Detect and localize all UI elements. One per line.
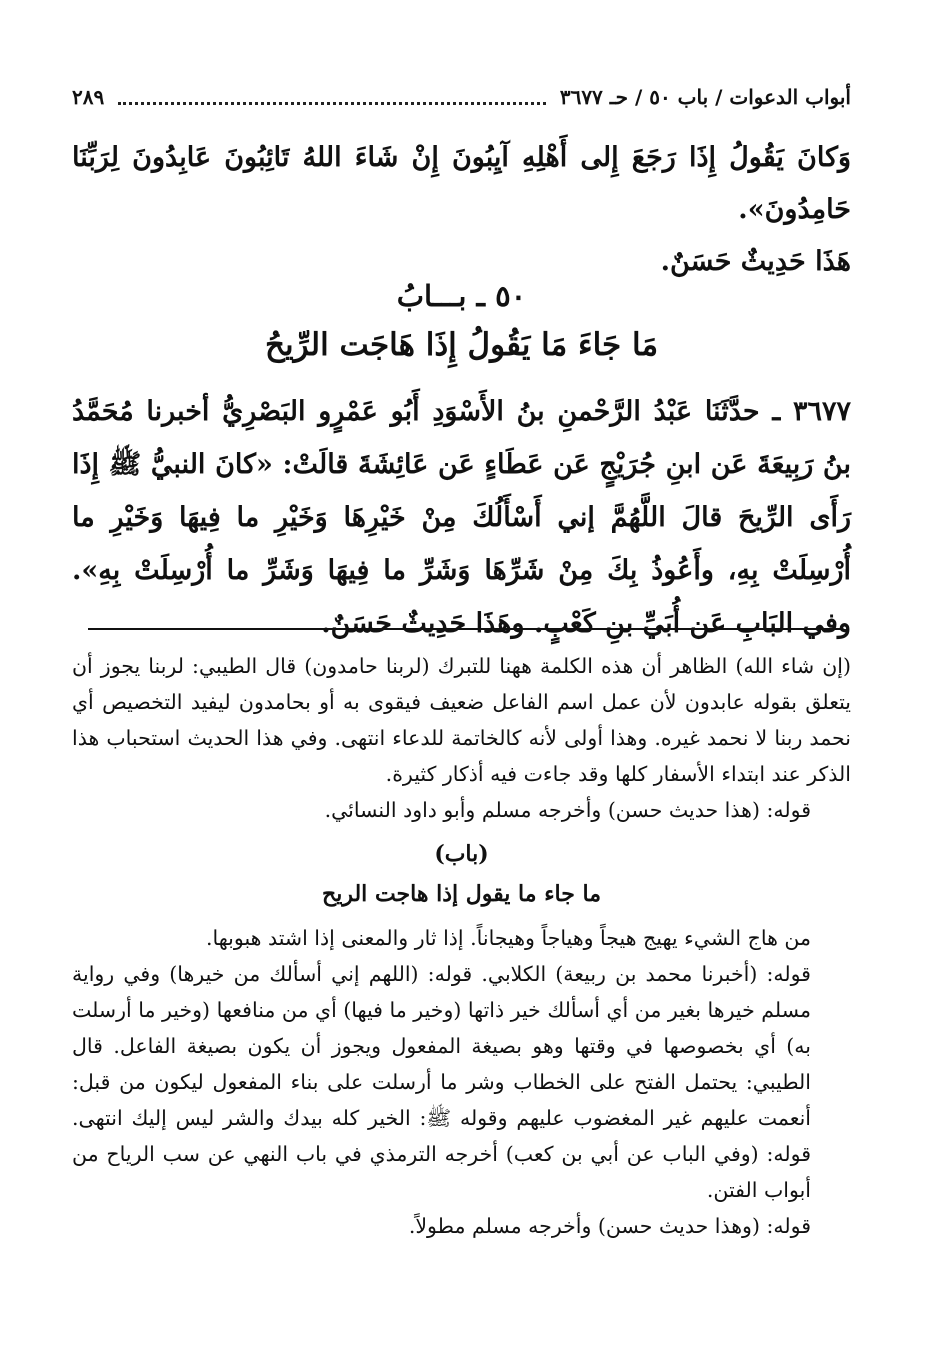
commentary-paragraph: قوله: (هذا حديث حسن) وأخرجه مسلم وأبو داود النسائي. [324, 798, 811, 822]
commentary-paragraph: قوله: (أخبرنا محمد بن ربيعة) الكلابي. قوله: (اللهم إني أسألك من خيرها) وفي رواية مسلم خيرها بغير من أي أسألك خير ذاتها (وخير ما فيها) أي من منافعها (وخير ما أرسلت به) أي بخصوصها في وقتها وهو بصيغة المفعول ويجوز أن يكون بصيغة الفاعل. قال الطيبي: يحتمل الفتح على الخطاب وشر ما أرسلت على بناء المفعول ليكون من قبل: أنعمت عليهم غير المغضوب عليهم وقوله ﷺ: الخير كله بيدك والشر ليس إليك انتهى. قوله: (وفي الباب عن أبي بن كعب) أخرجه الترمذي في باب النهي عن سب الرياح من أبواب الفتن. [72, 962, 811, 1202]
section-heading [72, 272, 851, 370]
main-text-line: وَكانَ يَقُولُ إِذَا رَجَعَ إِلى أَهْلِهِ آيِبُونَ إِنْ شَاءَ اللهُ تَائِبُونَ عَابِدُونَ لِرَبِّنَا حَامِدُونَ». [72, 142, 851, 225]
running-header [72, 80, 851, 114]
commentary-notes [72, 648, 851, 1244]
hadith-text [72, 385, 851, 650]
commentary-bab-label: (باب) [434, 841, 489, 867]
commentary-paragraph: قوله: (وهذا حديث حسن) وأخرجه مسلم مطولاً. [408, 1214, 811, 1238]
header-title: أبواب الدعوات / باب ٥٠ / حـ ٣٦٧٧ [559, 85, 851, 109]
page-number: ٢٨٩ [72, 85, 105, 109]
section-number: ٥٠ ـ بـــابُ [396, 279, 527, 313]
commentary-bab-title: ما جاء ما يقول إذا هاجت الريح [322, 881, 601, 907]
footnote-divider [88, 628, 843, 630]
header-dot-leader [118, 90, 546, 105]
commentary-paragraph: من هاج الشيء يهيج هيجاً وهياجاً وهيجاناً. إذا ثار والمعنى إذا اشتد هبوبها. [205, 926, 811, 950]
main-text-continuation [72, 132, 851, 288]
hadith-paragraph: ٣٦٧٧ ـ حدَّثَنَا عَبْدُ الرَّحْمنِ بنُ الأَسْوَدِ أَبُو عَمْرٍو البَصْرِيُّ أخبرنا مُحَمَّدُ بنُ رَبِيعَةَ عَن ابنِ جُرَيْجٍ عَن عَطَاءٍ عَن عَائِشَةَ قالَتْ: «كانَ النبيُّ ﷺ إِذَا رَأَى الرِّيحَ قالَ اللَّهُمَّ إني أَسْأَلُكَ مِنْ خَيْرِهَا وَخَيْرِ ما فِيهَا وَخَيْرِ ما أُرْسِلَتْ بِهِ، وأَعُوذُ بِكَ مِنْ شَرِّهَا وَشَرِّ ما فِيهَا وَشَرِّ ما أُرْسِلَتْ بِهِ». وفي البَابِ عَن أُبَيِّ بنِ كَعْبٍ. وهَذَا حَدِيثٌ حَسَنٌ. [72, 396, 851, 639]
commentary-paragraph: (إن شاء الله) الظاهر أن هذه الكلمة ههنا للتبرك (لربنا حامدون) قال الطيبي: لربنا يجوز أن يتعلق بقوله عابدون لأن عمل اسم الفاعل ضعيف فيقوى به أو بحامدون ليفيد التخصيص أي نحمد ربنا لا نحمد غيره. وهذا أولى لأنه كالخاتمة للدعاء انتهى. وفي هذا الحديث استحباب هذا الذكر عند ابتداء الأسفار كلها وقد جاءت فيه أذكار كثيرة. [72, 654, 851, 786]
section-title: مَا جَاءَ مَا يَقُولُ إِذَا هَاجَت الرِّيحُ [264, 327, 659, 363]
main-text-line: هَذَا حَدِيثٌ حَسَنٌ. [660, 246, 851, 277]
